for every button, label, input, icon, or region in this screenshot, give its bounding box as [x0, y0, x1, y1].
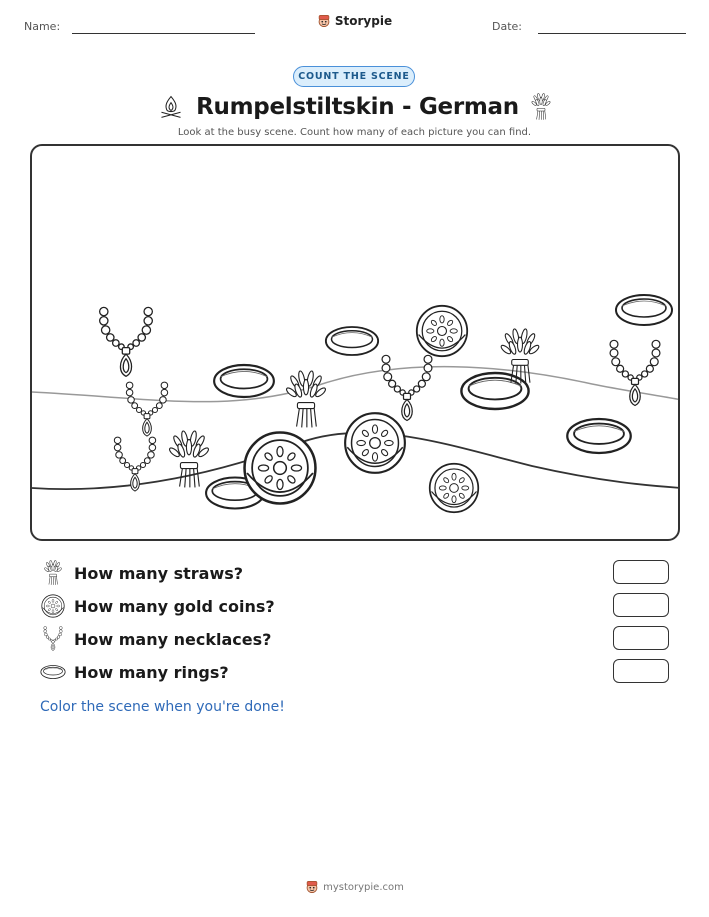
scene-ring: [461, 373, 528, 409]
date-field-line[interactable]: [538, 33, 686, 34]
gold-coin-icon: [40, 593, 66, 619]
storypie-logo-icon: [317, 14, 331, 28]
name-label: Name:: [24, 20, 61, 33]
scene-gold-coin: [245, 433, 316, 504]
answer-box-straws[interactable]: [613, 560, 669, 584]
ring-icon: [40, 659, 66, 685]
question-text: How many straws?: [74, 563, 244, 583]
scene-necklace: [382, 355, 432, 420]
campfire-icon: [158, 94, 184, 120]
storypie-logo-icon: [305, 880, 319, 894]
instructions: Look at the busy scene. Count how many of each picture you can find.: [177, 127, 532, 138]
answer-box-gold-coins[interactable]: [613, 593, 669, 617]
scene-straw: [285, 370, 327, 427]
brand-header: [0, 13, 709, 32]
scene-gold-coin: [430, 464, 479, 513]
answer-box-rings[interactable]: [613, 659, 669, 683]
scene-ring: [567, 419, 630, 453]
question-text: How many gold coins?: [74, 596, 275, 616]
scene-necklace: [100, 307, 153, 376]
activity-badge: COUNT THE SCENE: [293, 66, 415, 87]
color-instruction: Color the scene when you're done!: [40, 699, 285, 715]
page-title: Rumpelstiltskin - German: [196, 94, 519, 120]
scene-ring: [326, 327, 378, 355]
scene-ring: [616, 295, 672, 325]
question-row-rings: [40, 659, 680, 685]
footer-url[interactable]: mystorypie.com: [323, 881, 404, 893]
question-row-necklaces: [40, 626, 680, 652]
scene-ring: [214, 365, 274, 397]
scene-necklace: [610, 340, 660, 405]
straw-icon: [40, 560, 66, 586]
necklace-icon: [40, 626, 66, 652]
question-row-straws: [40, 560, 680, 586]
brand-name: Storypie: [334, 14, 393, 28]
title-row: [0, 90, 709, 124]
question-text: How many rings?: [74, 662, 229, 682]
date-label: Date:: [492, 20, 522, 33]
answer-box-necklaces[interactable]: [613, 626, 669, 650]
question-row-gold-coins: [40, 593, 680, 619]
scene-frame: [30, 144, 680, 541]
scene-gold-coin: [417, 306, 467, 356]
scene-gold-coin: [345, 413, 405, 473]
footer: [0, 880, 709, 897]
straw-icon: [531, 93, 551, 121]
question-text: How many necklaces?: [74, 629, 272, 649]
scene-necklace: [126, 382, 167, 436]
name-field-line[interactable]: [72, 33, 255, 34]
scene-drawing: [32, 146, 680, 541]
